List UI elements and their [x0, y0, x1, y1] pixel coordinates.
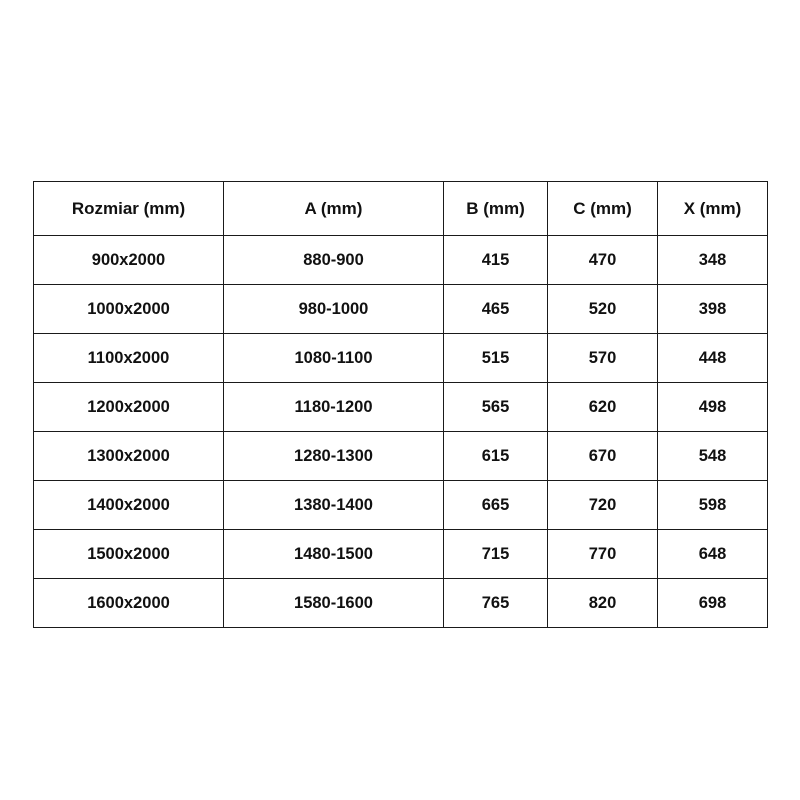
cell-size: 1400x2000 — [34, 481, 224, 530]
cell-b: 765 — [444, 579, 548, 628]
column-header-rozmiar: Rozmiar (mm) — [34, 182, 224, 236]
cell-a: 1080-1100 — [224, 334, 444, 383]
table-row — [34, 481, 768, 530]
table-header — [34, 182, 768, 236]
table-row — [34, 334, 768, 383]
column-header-x: X (mm) — [658, 182, 768, 236]
cell-x: 348 — [658, 236, 768, 285]
table-row — [34, 579, 768, 628]
cell-size: 1200x2000 — [34, 383, 224, 432]
cell-x: 498 — [658, 383, 768, 432]
cell-c: 720 — [548, 481, 658, 530]
table-row — [34, 530, 768, 579]
cell-b: 415 — [444, 236, 548, 285]
cell-a: 1580-1600 — [224, 579, 444, 628]
table-body — [34, 236, 768, 628]
table-row — [34, 285, 768, 334]
cell-x: 698 — [658, 579, 768, 628]
table-row — [34, 236, 768, 285]
cell-b: 565 — [444, 383, 548, 432]
column-header-c: C (mm) — [548, 182, 658, 236]
cell-size: 1500x2000 — [34, 530, 224, 579]
cell-c: 520 — [548, 285, 658, 334]
cell-c: 620 — [548, 383, 658, 432]
cell-b: 665 — [444, 481, 548, 530]
cell-x: 598 — [658, 481, 768, 530]
table-row — [34, 432, 768, 481]
cell-a: 980-1000 — [224, 285, 444, 334]
cell-b: 465 — [444, 285, 548, 334]
cell-x: 398 — [658, 285, 768, 334]
cell-x: 448 — [658, 334, 768, 383]
cell-a: 880-900 — [224, 236, 444, 285]
cell-size: 1000x2000 — [34, 285, 224, 334]
cell-size: 1600x2000 — [34, 579, 224, 628]
column-header-b: B (mm) — [444, 182, 548, 236]
cell-size: 1100x2000 — [34, 334, 224, 383]
cell-a: 1380-1400 — [224, 481, 444, 530]
cell-a: 1480-1500 — [224, 530, 444, 579]
cell-size: 900x2000 — [34, 236, 224, 285]
cell-x: 548 — [658, 432, 768, 481]
table-header-row — [34, 182, 768, 236]
cell-c: 570 — [548, 334, 658, 383]
cell-c: 820 — [548, 579, 658, 628]
cell-b: 515 — [444, 334, 548, 383]
cell-c: 470 — [548, 236, 658, 285]
dimensions-table-container — [33, 181, 767, 628]
table-row — [34, 383, 768, 432]
cell-b: 715 — [444, 530, 548, 579]
dimensions-table — [33, 181, 768, 628]
cell-size: 1300x2000 — [34, 432, 224, 481]
cell-a: 1180-1200 — [224, 383, 444, 432]
column-header-a: A (mm) — [224, 182, 444, 236]
cell-c: 770 — [548, 530, 658, 579]
cell-a: 1280-1300 — [224, 432, 444, 481]
cell-c: 670 — [548, 432, 658, 481]
cell-x: 648 — [658, 530, 768, 579]
cell-b: 615 — [444, 432, 548, 481]
